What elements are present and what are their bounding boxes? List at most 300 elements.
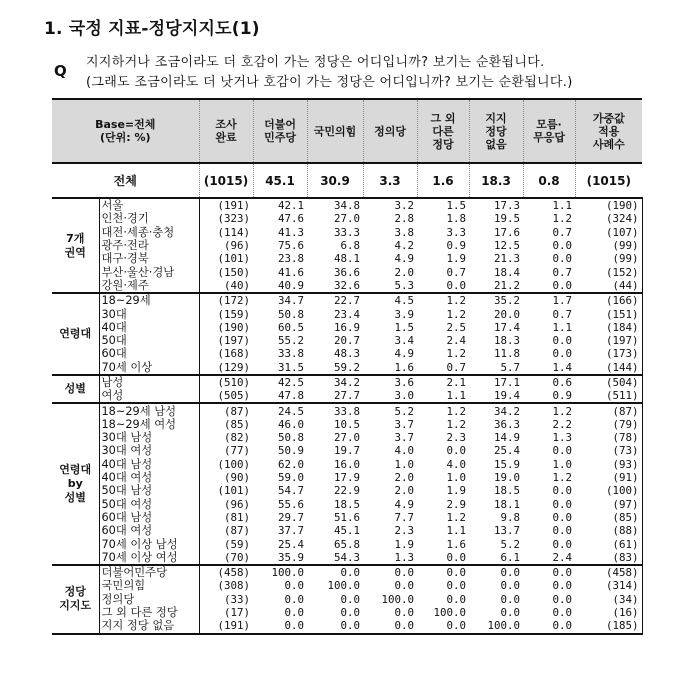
table-cell: 20.7 [334,334,361,348]
table-cell: 24.5 [278,404,305,418]
total-cell: 3.3 [363,163,417,198]
table-row [52,537,642,550]
table-cell: 37.7 [278,524,305,538]
table-cell: 60.5 [278,320,305,334]
table-cell: 16.0 [334,457,361,471]
table-cell: (173) [575,347,642,360]
table-cell: 3.7 [394,431,415,445]
table-cell: 2.8 [394,212,415,226]
table-cell: 1.2 [446,307,467,321]
table-cell: 33.8 [278,347,305,361]
table-row [52,334,642,347]
table-cell: 6.1 [500,550,521,564]
table-row [52,484,642,497]
table-cell: 35.9 [278,550,305,564]
table-cell: 19.5 [494,212,521,226]
table-row [52,606,642,619]
table-cell: 17.9 [334,471,361,485]
table-cell: (184) [575,321,642,334]
table-cell: 54.7 [278,484,305,498]
table-cell: 0.0 [552,278,573,292]
header-cell-label: 정의당 [374,124,406,138]
table-cell: 1.2 [446,404,467,418]
table-cell: 0.0 [394,606,415,620]
row-label: 더불어민주당 [99,565,199,579]
row-label: 70세 이상 남성 [99,537,199,550]
table-cell: 1.2 [446,510,467,524]
table-cell: (91) [575,471,642,484]
table-cell: 0.0 [394,579,415,593]
table-cell: (101) [217,252,251,266]
table-cell: 75.6 [278,239,305,253]
question-label: Q [54,62,67,80]
table-row [52,551,642,565]
table-cell: 0.0 [552,592,573,606]
header-dont-know [523,99,575,163]
table-cell: 18.5 [334,497,361,511]
table-cell: 4.9 [394,252,415,266]
table-row [52,389,642,403]
table-cell: (510) [217,376,251,389]
header-sample [199,99,253,163]
table-cell: 4.5 [394,294,415,308]
table-cell: 1.9 [446,484,467,498]
table-row [52,347,642,360]
table-cell: 45.1 [334,524,361,538]
table-cell: (100) [217,457,251,471]
table-cell: (191) [217,619,251,633]
table-cell: 7.7 [394,510,415,524]
table-cell: 18.1 [494,497,521,511]
table-cell: 2.0 [394,471,415,485]
table-cell: (79) [575,418,642,431]
table-cell: 29.7 [278,510,305,524]
table-cell: 1.3 [552,431,573,445]
table-cell: 25.4 [278,537,305,551]
table-cell: 0.0 [552,252,573,266]
row-label: 서울 [99,198,199,212]
table-cell: 2.3 [446,431,467,445]
total-cell: 45.1 [253,163,307,198]
table-cell: (144) [575,361,642,375]
row-label: 대전·세종·충청 [99,226,199,239]
table-cell: 47.6 [278,212,305,226]
table-cell: (150) [217,265,251,279]
total-cell: (1015) [575,163,642,198]
table-row [52,198,642,212]
table-cell: 41.6 [278,265,305,279]
table-cell: (190) [217,320,251,334]
table-cell: 2.0 [394,484,415,498]
question-subtext: (그래도 조금이라도 더 낫거나 호감이 가는 정당은 어디입니까? 보기는 순환됩니다.) [86,75,573,90]
table-cell: 0.0 [552,619,573,633]
table-row [52,321,642,334]
table-cell: 3.3 [446,225,467,239]
table-cell: 46.0 [278,417,305,431]
table-cell: 0.0 [446,550,467,564]
table-cell: 50.8 [278,431,305,445]
row-label: 광주·전라 [99,239,199,252]
table-row [52,431,642,444]
row-label: 남성 [99,375,199,389]
table-row [52,498,642,511]
table-cell: (151) [575,307,642,320]
row-label: 60대 [99,347,199,360]
table-cell: 55.2 [278,334,305,348]
table-cell: 1.4 [552,360,573,374]
table-cell: 0.7 [446,265,467,279]
table-cell: 2.5 [446,320,467,334]
table-cell: 3.4 [394,334,415,348]
table-cell: 0.0 [340,592,361,606]
table-cell: 0.0 [340,606,361,620]
table-cell: 0.0 [552,239,573,253]
table-cell: (100) [575,484,642,497]
table-cell: 1.9 [446,252,467,266]
row-label: 50대 남성 [99,484,199,497]
table-cell: 0.0 [446,444,467,458]
table-cell: 14.9 [494,431,521,445]
header-cell-label: 국민의힘 [313,124,357,138]
table-cell: 1.1 [446,524,467,538]
table-cell: 1.1 [552,320,573,334]
table-cell: 4.9 [394,497,415,511]
table-cell: 1.1 [446,389,467,403]
table-row [52,307,642,320]
table-cell: 34.2 [334,376,361,389]
row-label: 40대 [99,321,199,334]
table-cell: 4.0 [446,457,467,471]
total-section [52,163,642,198]
table-cell: 5.2 [500,537,521,551]
table-cell: 25.4 [494,444,521,458]
table-cell: 3.2 [394,199,415,213]
table-cell: 0.7 [552,265,573,279]
table-cell: 9.8 [500,510,521,524]
table-cell: 1.3 [394,550,415,564]
table-cell: 54.3 [334,550,361,564]
table-cell: 32.6 [334,278,361,292]
table-cell: (458) [217,566,251,580]
header-weighted [575,99,642,163]
total-cell: 18.3 [469,163,523,198]
header-democratic [253,99,307,163]
table-row [52,252,642,265]
table-cell: 17.6 [494,225,521,239]
row-label: 60대 남성 [99,511,199,524]
row-label: 그 외 다른 정당 [99,606,199,619]
table-cell: 5.3 [394,278,415,292]
row-label: 50대 여성 [99,498,199,511]
table-cell: 0.9 [552,389,573,403]
group-label: 성별 [64,382,86,396]
table-cell: 3.9 [394,307,415,321]
header-cell-label: 가중값 적용 사례수 [592,111,625,151]
table-cell: 3.6 [394,376,415,389]
table-group [52,403,642,565]
table-group [52,293,642,375]
table-cell: 3.7 [394,417,415,431]
table-cell: (96) [224,497,251,511]
table-cell: 1.2 [446,347,467,361]
table-cell: 4.2 [394,239,415,253]
table-cell: 6.8 [340,239,361,253]
table-cell: 1.0 [394,457,415,471]
table-cell: (61) [575,537,642,550]
table-cell: 2.2 [552,417,573,431]
table-cell: 23.8 [278,252,305,266]
table-cell: 0.0 [446,566,467,580]
table-cell: 0.0 [500,592,521,606]
table-cell: (78) [575,431,642,444]
table-cell: (44) [575,279,642,293]
table-row [52,226,642,239]
table-cell: 100.0 [327,579,361,593]
table-row [52,619,642,633]
table-cell: 42.1 [278,199,305,213]
table-cell: 1.9 [394,537,415,551]
table-cell: (185) [575,619,642,633]
table-cell: (152) [575,265,642,278]
header-justice [363,99,417,163]
table-cell: 1.7 [552,294,573,308]
header-cell-label: 모름· 무응답 [533,118,565,144]
table-row [52,579,642,592]
poll-table [52,98,643,635]
table-cell: (40) [224,278,251,292]
table-cell: (168) [217,347,251,361]
table-cell: 1.1 [552,199,573,213]
table-cell: (87) [575,403,642,417]
question-text: 지지하거나 조금이라도 더 호감이 가는 정당은 어디입니까? 보기는 순환됩니다. [86,55,545,70]
table-cell: (82) [224,431,251,445]
table-cell: 31.5 [278,360,305,374]
row-label: 60대 여성 [99,524,199,537]
table-cell: (129) [217,360,251,374]
table-cell: 1.2 [552,471,573,485]
table-cell: 51.6 [334,510,361,524]
table-cell: 18.3 [494,334,521,348]
table-cell: (97) [575,498,642,511]
table-cell: 1.0 [552,457,573,471]
table-cell: 0.0 [340,619,361,633]
table-row [52,565,642,579]
table-cell: 18.5 [494,484,521,498]
table-cell: 0.0 [552,566,573,580]
table-cell: (197) [217,334,251,348]
row-label: 30대 여성 [99,444,199,457]
row-label: 18~29세 [99,293,199,307]
table-cell: 1.2 [446,294,467,308]
header-cell-label: 더불어 민주당 [264,118,296,144]
table-cell: 0.7 [552,307,573,321]
table-row [52,458,642,471]
table-cell: 17.1 [494,376,521,389]
table-row [52,444,642,457]
table-cell: 0.0 [500,566,521,580]
table-cell: (191) [217,199,251,213]
row-label: 18~29세 여성 [99,418,199,431]
table-cell: 48.3 [334,347,361,361]
table-cell: 33.8 [334,404,361,418]
table-cell: 10.5 [334,417,361,431]
table-cell: 0.0 [500,579,521,593]
table-cell: (33) [224,592,251,606]
table-cell: 27.0 [334,431,361,445]
row-label: 70세 이상 여성 [99,551,199,565]
table-cell: (87) [224,404,251,418]
table-group [52,198,642,293]
table-cell: 20.0 [494,307,521,321]
table-cell: 47.8 [278,389,305,403]
table-cell: 11.8 [494,347,521,361]
table-cell: 0.0 [552,497,573,511]
table-cell: 0.9 [446,239,467,253]
table-cell: 0.0 [446,592,467,606]
table-cell: (96) [224,239,251,253]
table-cell: 0.0 [552,524,573,538]
total-cell: (1015) [199,163,253,198]
row-label: 국민의힘 [99,579,199,592]
table-cell: (90) [224,471,251,485]
table-cell: 42.5 [278,376,305,389]
table-cell: 0.0 [446,619,467,633]
table-cell: 34.8 [334,199,361,213]
table-cell: 0.0 [340,566,361,580]
table-cell: 100.0 [271,566,305,580]
table-cell: (85) [575,511,642,524]
table-cell: (34) [575,593,642,606]
table-cell: 15.9 [494,457,521,471]
table-row [52,375,642,389]
row-label: 40대 여성 [99,471,199,484]
table-cell: 2.9 [446,497,467,511]
row-label: 지지 정당 없음 [99,619,199,633]
header-no-party [469,99,523,163]
table-cell: 1.8 [446,212,467,226]
table-cell: (166) [575,293,642,307]
table-cell: 2.1 [446,376,467,389]
table-cell: 1.0 [446,471,467,485]
table-cell: 5.2 [394,404,415,418]
table-row [52,293,642,307]
table-cell: 2.4 [446,334,467,348]
table-cell: (323) [217,212,251,226]
table-cell: 0.0 [552,484,573,498]
total-row [52,163,642,198]
table-cell: 0.7 [552,225,573,239]
table-cell: 0.0 [552,537,573,551]
table-cell: 23.4 [334,307,361,321]
table-cell: (172) [217,294,251,308]
table-cell: 4.0 [394,444,415,458]
table-row [52,511,642,524]
table-cell: 1.2 [552,212,573,226]
table-header [52,99,642,163]
row-label: 30대 [99,307,199,320]
table-row [52,524,642,537]
table-cell: (16) [575,606,642,619]
table-cell: 19.0 [494,471,521,485]
table-row [52,265,642,278]
table-row [52,361,642,375]
row-label: 대구·경북 [99,252,199,265]
header-base [52,99,199,163]
table-cell: 36.3 [494,417,521,431]
header-other-party [417,99,469,163]
table-cell: 2.0 [394,265,415,279]
table-group [52,565,642,633]
total-cell: 0.8 [523,163,575,198]
table-cell: 48.1 [334,252,361,266]
table-cell: 0.0 [284,592,305,606]
table-cell: 22.7 [334,294,361,308]
table-cell: 34.7 [278,294,305,308]
table-cell: 21.2 [494,278,521,292]
table-cell: 1.6 [394,360,415,374]
table-cell: 1.6 [446,537,467,551]
table-cell: (197) [575,334,642,347]
table-cell: (73) [575,444,642,457]
table-cell: 0.0 [394,619,415,633]
table-cell: 17.3 [494,199,521,213]
table-cell: 50.8 [278,307,305,321]
table-cell: 100.0 [487,619,521,633]
table-cell: 1.5 [446,199,467,213]
table-cell: (99) [575,252,642,265]
table-cell: 33.3 [334,225,361,239]
table-cell: 62.0 [278,457,305,471]
table-cell: 59.0 [278,471,305,485]
table-cell: (70) [224,550,251,564]
group-label: 연령대 [59,326,92,340]
table-cell: (81) [224,510,251,524]
row-label: 여성 [99,389,199,403]
table-row [52,239,642,252]
table-cell: 0.6 [552,376,573,389]
table-cell: 40.9 [278,278,305,292]
header-cell-label: 그 외 다른 정당 [430,111,456,151]
table-cell: 0.0 [552,579,573,593]
table-row [52,593,642,606]
table-cell: 2.3 [394,524,415,538]
table-cell: 0.0 [284,579,305,593]
row-label: 인천·경기 [99,212,199,225]
table-cell: (17) [224,606,251,620]
total-cell: 30.9 [307,163,363,198]
table-row [52,471,642,484]
table-cell: (308) [217,579,251,593]
row-label: 부산·울산·경남 [99,265,199,278]
total-cell: 1.6 [417,163,469,198]
table-cell: 4.9 [394,347,415,361]
table-cell: 50.9 [278,444,305,458]
table-cell: 1.2 [446,417,467,431]
table-cell: 2.4 [552,550,573,564]
table-cell: 18.4 [494,265,521,279]
table-cell: 13.7 [494,524,521,538]
table-cell: (314) [575,579,642,592]
table-cell: (458) [575,565,642,579]
table-cell: 0.0 [552,334,573,348]
total-label: 전체 [52,163,199,198]
table-cell: (107) [575,226,642,239]
table-row [52,418,642,431]
row-label: 30대 남성 [99,431,199,444]
table-cell: 0.0 [552,606,573,620]
table-cell: (59) [224,537,251,551]
table-cell: (88) [575,524,642,537]
